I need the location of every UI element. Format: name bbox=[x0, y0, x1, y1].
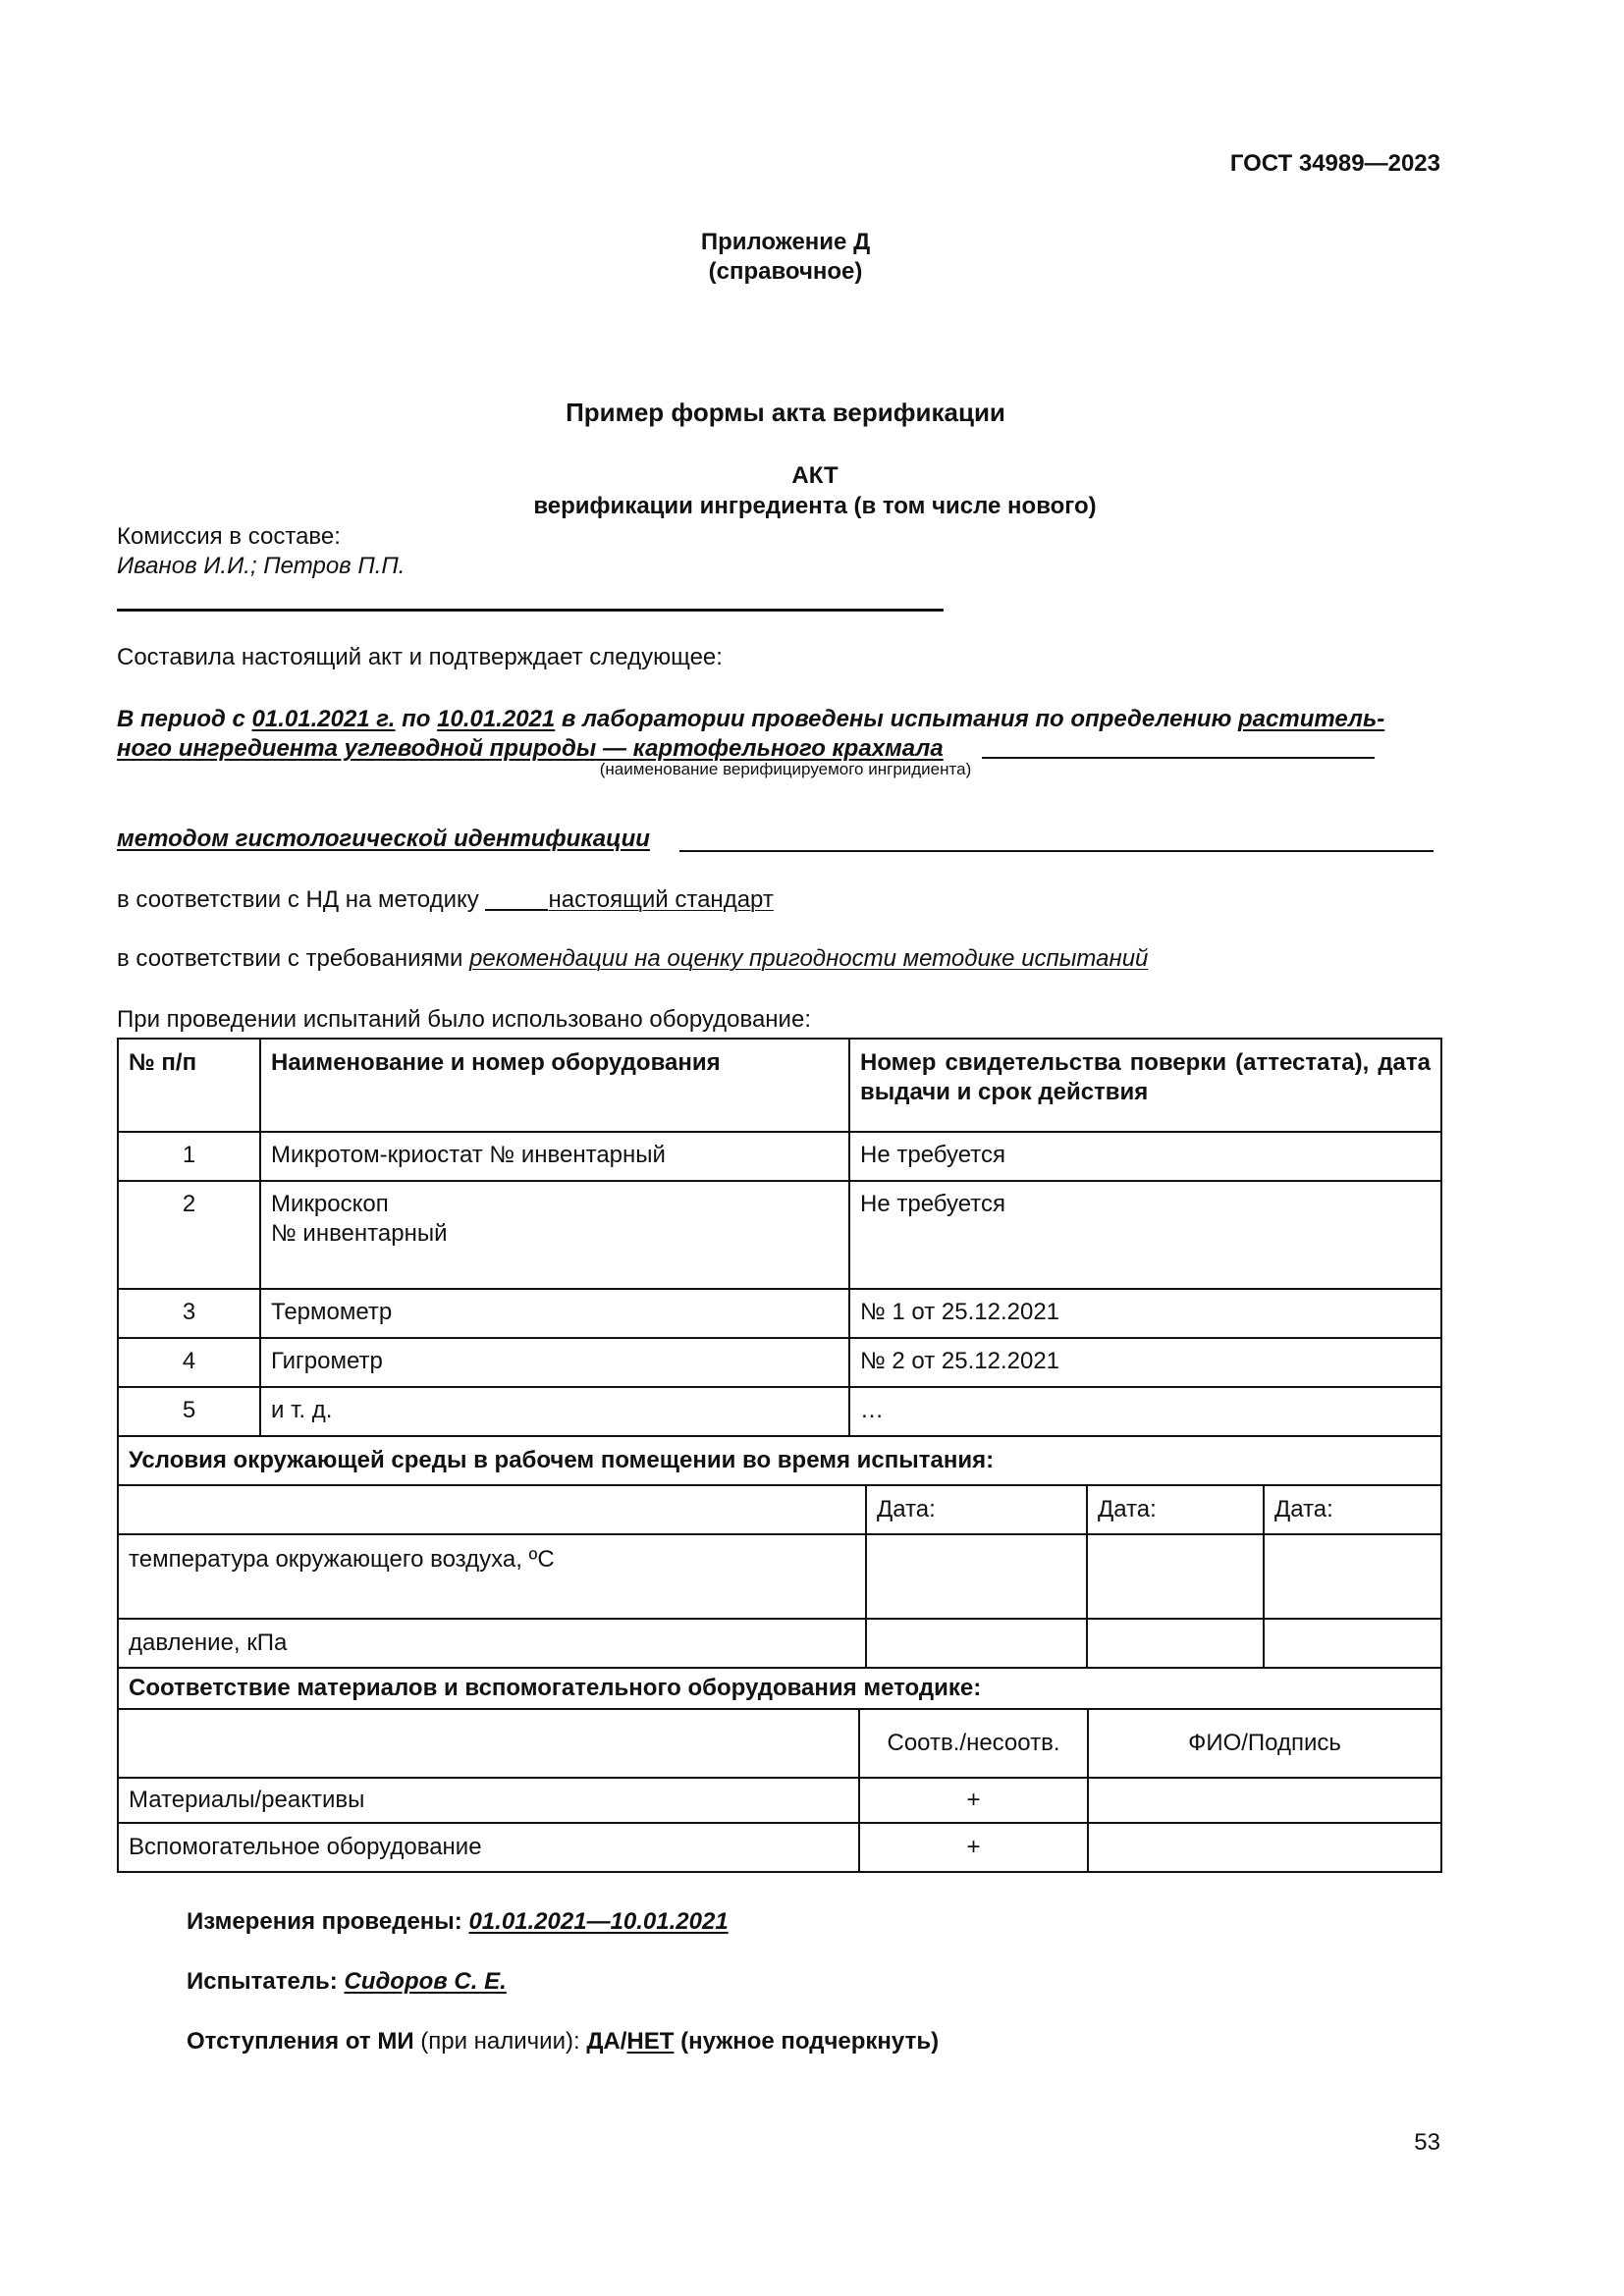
empty-cell bbox=[118, 1709, 859, 1778]
value-cell bbox=[866, 1534, 1087, 1619]
tester-label: Испытатель: bbox=[187, 1968, 345, 1995]
value-cell bbox=[866, 1619, 1087, 1668]
table-row bbox=[118, 1289, 1441, 1338]
deviations-label: Отступления от МИ bbox=[187, 2028, 414, 2055]
act-title: АКТ bbox=[791, 462, 839, 489]
ingredient-blank bbox=[982, 757, 1375, 759]
ingredient-line1: раститель- bbox=[1238, 706, 1385, 732]
deviations-yes: ДА/ bbox=[586, 2028, 627, 2055]
row-num: 2 bbox=[118, 1181, 260, 1289]
standard-number: ГОСТ 34989—2023 bbox=[1229, 150, 1440, 177]
materials-header-row bbox=[118, 1709, 1441, 1778]
row-name: Гигрометр bbox=[260, 1338, 849, 1387]
row-num: 1 bbox=[118, 1132, 260, 1181]
value-cell bbox=[1264, 1619, 1441, 1668]
condition-temperature: температура окружающего воздуха, ºС bbox=[118, 1534, 866, 1619]
commission-members: Иванов И.И.; Петров П.П. bbox=[117, 553, 406, 579]
conditions-date-row bbox=[118, 1485, 1441, 1534]
materials-table bbox=[117, 1667, 1442, 1873]
deviations-no: НЕТ bbox=[626, 2028, 675, 2055]
method-blank bbox=[679, 850, 1434, 852]
row-name-line1: Микроскоп bbox=[271, 1191, 389, 1217]
signature-cell bbox=[1088, 1823, 1441, 1872]
material-match: + bbox=[859, 1778, 1088, 1823]
header-match: Соотв./несоотв. bbox=[859, 1709, 1088, 1778]
row-name: Термометр bbox=[260, 1289, 849, 1338]
date-label: Дата: bbox=[1087, 1485, 1264, 1534]
appendix-title: Приложение Д bbox=[700, 229, 871, 255]
deviations-line bbox=[187, 2027, 939, 2056]
material-match: + bbox=[859, 1823, 1088, 1872]
row-cert: Не требуется bbox=[849, 1181, 1441, 1289]
header-cert: Номер свидетельства поверки (аттестата), дата выдачи и срок действия bbox=[849, 1039, 1441, 1132]
conditions-title: Условия окружающей среды в рабочем помещении во время испытания: bbox=[118, 1436, 1441, 1485]
period-to: 10.01.2021 bbox=[437, 706, 556, 732]
form-heading: Пример формы акта верификации bbox=[566, 398, 1005, 427]
equipment-header-row bbox=[118, 1039, 1441, 1132]
header-name: Наименование и номер оборудования bbox=[260, 1039, 849, 1132]
row-name: и т. д. bbox=[260, 1387, 849, 1436]
period-mid: по bbox=[395, 706, 438, 732]
row-name bbox=[260, 1181, 849, 1289]
condition-pressure: давление, кПа bbox=[118, 1619, 866, 1668]
requirements-line bbox=[117, 944, 1148, 974]
table-row bbox=[118, 1534, 1441, 1619]
signature-cell bbox=[1088, 1778, 1441, 1823]
commission-underline bbox=[117, 609, 944, 612]
method-value: методом гистологической идентификации bbox=[117, 826, 650, 852]
ingredient-line2: ного ингредиента углеводной природы — картофельного крахмала bbox=[117, 735, 944, 762]
empty-cell bbox=[118, 1485, 866, 1534]
tester-value: Сидоров С. Е. bbox=[344, 1968, 507, 1995]
equipment-intro: При проведении испытаний было использовано оборудование: bbox=[117, 1006, 811, 1033]
measurements-label: Измерения проведены: bbox=[187, 1908, 469, 1935]
value-cell bbox=[1087, 1619, 1264, 1668]
table-row bbox=[118, 1132, 1441, 1181]
row-cert: № 1 от 25.12.2021 bbox=[849, 1289, 1441, 1338]
commission-label: Комиссия в составе: bbox=[117, 523, 341, 550]
date-label: Дата: bbox=[866, 1485, 1087, 1534]
deviations-hint: (нужное подчеркнуть) bbox=[674, 2028, 940, 2055]
row-cert: № 2 от 25.12.2021 bbox=[849, 1338, 1441, 1387]
nd-value: настоящий стандарт bbox=[548, 886, 774, 913]
conditions-title-row bbox=[118, 1436, 1441, 1485]
nd-blank bbox=[485, 887, 548, 911]
material-name: Вспомогательное оборудование bbox=[118, 1823, 859, 1872]
period-from: 01.01.2021 г. bbox=[251, 706, 396, 732]
ingredient-caption: (наименование верифицируемого ингридиента) bbox=[599, 760, 972, 778]
tester-line bbox=[187, 1967, 507, 1997]
row-cert: Не требуется bbox=[849, 1132, 1441, 1181]
period-suffix: в лаборатории проведены испытания по определению bbox=[555, 706, 1239, 732]
req-label: в соответствии с требованиями bbox=[117, 945, 470, 972]
page-number: 53 bbox=[1414, 2129, 1440, 2156]
statement-text: Составила настоящий акт и подтверждает следующее: bbox=[117, 644, 723, 670]
method-line bbox=[117, 825, 650, 854]
materials-title-row bbox=[118, 1668, 1441, 1709]
appendix-subtitle: (справочное) bbox=[708, 258, 863, 285]
measurements-value: 01.01.2021—10.01.2021 bbox=[468, 1908, 729, 1935]
header-num: № п/п bbox=[118, 1039, 260, 1132]
measurements-line bbox=[187, 1907, 729, 1937]
equipment-table bbox=[117, 1038, 1442, 1437]
table-row bbox=[118, 1338, 1441, 1387]
nd-label: в соответствии с НД на методику bbox=[117, 886, 486, 913]
req-value: рекомендации на оценку пригодности методике испытаний bbox=[469, 945, 1149, 972]
act-subtitle: верификации ингредиента (в том числе нового) bbox=[533, 493, 1097, 519]
table-row bbox=[118, 1387, 1441, 1436]
table-row bbox=[118, 1778, 1441, 1823]
material-name: Материалы/реактивы bbox=[118, 1778, 859, 1823]
date-label: Дата: bbox=[1264, 1485, 1441, 1534]
table-row bbox=[118, 1181, 1441, 1289]
row-name: Микротом-криостат № инвентарный bbox=[260, 1132, 849, 1181]
row-name-line2: № инвентарный bbox=[271, 1220, 448, 1247]
table-row bbox=[118, 1619, 1441, 1668]
row-cert: … bbox=[849, 1387, 1441, 1436]
header-signature: ФИО/Подпись bbox=[1088, 1709, 1441, 1778]
materials-title: Соответствие материалов и вспомогательного оборудования методике: bbox=[118, 1668, 1441, 1709]
row-num: 4 bbox=[118, 1338, 260, 1387]
value-cell bbox=[1264, 1534, 1441, 1619]
period-prefix: В период с bbox=[117, 706, 252, 732]
table-row bbox=[118, 1823, 1441, 1872]
conditions-table bbox=[117, 1435, 1442, 1669]
row-num: 5 bbox=[118, 1387, 260, 1436]
deviations-note: (при наличии): bbox=[413, 2028, 587, 2055]
value-cell bbox=[1087, 1534, 1264, 1619]
nd-line bbox=[117, 885, 774, 915]
period-line bbox=[117, 705, 1440, 734]
row-num: 3 bbox=[118, 1289, 260, 1338]
